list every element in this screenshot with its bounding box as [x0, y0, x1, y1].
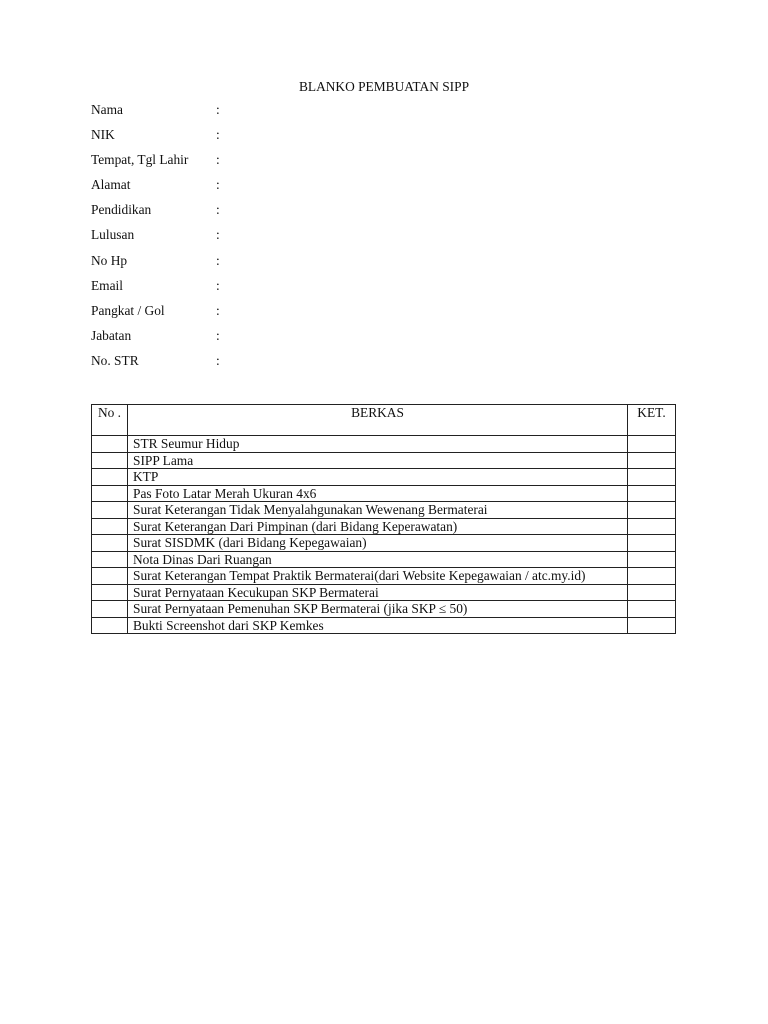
field-separator: :: [216, 302, 220, 318]
cell-berkas: KTP: [128, 469, 628, 486]
field-separator: :: [216, 202, 220, 218]
cell-berkas: Pas Foto Latar Merah Ukuran 4x6: [128, 485, 628, 502]
table-row: [92, 502, 676, 519]
cell-berkas: Surat Keterangan Tidak Menyalahgunakan Wewenang Bermaterai: [128, 502, 628, 519]
header-no: No .: [92, 405, 128, 436]
cell-ket: [628, 584, 676, 601]
cell-berkas: SIPP Lama: [128, 452, 628, 469]
cell-berkas: Surat Pernyataan Pemenuhan SKP Bermaterai (jika SKP ≤ 50): [128, 601, 628, 618]
berkas-table: [91, 404, 676, 634]
table-row: [92, 469, 676, 486]
cell-ket: [628, 452, 676, 469]
cell-berkas: STR Seumur Hidup: [128, 436, 628, 453]
cell-berkas: Surat SISDMK (dari Bidang Kepegawaian): [128, 535, 628, 552]
table-header-row: [92, 405, 676, 436]
cell-no: [92, 518, 128, 535]
cell-no: [92, 617, 128, 634]
field-label: Tempat, Tgl Lahir: [91, 152, 189, 168]
cell-ket: [628, 568, 676, 585]
cell-berkas: Surat Pernyataan Kecukupan SKP Bermaterai: [128, 584, 628, 601]
field-separator: :: [216, 152, 220, 168]
cell-ket: [628, 518, 676, 535]
field-label: No. STR: [91, 352, 139, 368]
table-row: [92, 601, 676, 618]
cell-no: [92, 452, 128, 469]
field-label: Pendidikan: [91, 202, 152, 218]
field-label: Lulusan: [91, 227, 135, 243]
document-title: BLANKO PEMBUATAN SIPP: [298, 79, 470, 94]
field-label: NIK: [91, 127, 115, 143]
cell-ket: [628, 469, 676, 486]
field-separator: :: [216, 102, 220, 117]
cell-no: [92, 601, 128, 618]
cell-no: [92, 568, 128, 585]
table-row: [92, 436, 676, 453]
field-separator: :: [216, 277, 220, 293]
cell-no: [92, 485, 128, 502]
table-row: [92, 568, 676, 585]
field-separator: :: [216, 127, 220, 143]
field-label: Nama: [91, 102, 123, 117]
cell-no: [92, 584, 128, 601]
cell-berkas: Nota Dinas Dari Ruangan: [128, 551, 628, 568]
cell-berkas: Surat Keterangan Tempat Praktik Bermaterai(dari Website Kepegawaian / atc.my.id): [128, 568, 628, 585]
cell-no: [92, 436, 128, 453]
cell-no: [92, 551, 128, 568]
field-separator: :: [216, 352, 220, 368]
table-row: [92, 485, 676, 502]
table-row: [92, 584, 676, 601]
cell-berkas: Bukti Screenshot dari SKP Kemkes: [128, 617, 628, 634]
table-row: [92, 617, 676, 634]
field-separator: :: [216, 252, 220, 268]
field-label: Alamat: [91, 177, 131, 193]
cell-ket: [628, 502, 676, 519]
cell-ket: [628, 617, 676, 634]
field-separator: :: [216, 177, 220, 193]
field-label: Email: [91, 277, 123, 293]
table-row: [92, 535, 676, 552]
field-label: Pangkat / Gol: [91, 302, 165, 318]
cell-ket: [628, 535, 676, 552]
table-row: [92, 551, 676, 568]
cell-no: [92, 469, 128, 486]
table-row: [92, 518, 676, 535]
cell-berkas: Surat Keterangan Dari Pimpinan (dari Bidang Keperawatan): [128, 518, 628, 535]
cell-ket: [628, 436, 676, 453]
field-separator: :: [216, 227, 220, 243]
field-label: No Hp: [91, 252, 128, 268]
cell-no: [92, 502, 128, 519]
cell-ket: [628, 485, 676, 502]
cell-no: [92, 535, 128, 552]
field-separator: :: [216, 327, 220, 343]
field-label: Jabatan: [91, 327, 132, 343]
header-berkas: BERKAS: [128, 405, 628, 436]
cell-ket: [628, 551, 676, 568]
header-ket: KET.: [628, 405, 676, 436]
table-row: [92, 452, 676, 469]
cell-ket: [628, 601, 676, 618]
